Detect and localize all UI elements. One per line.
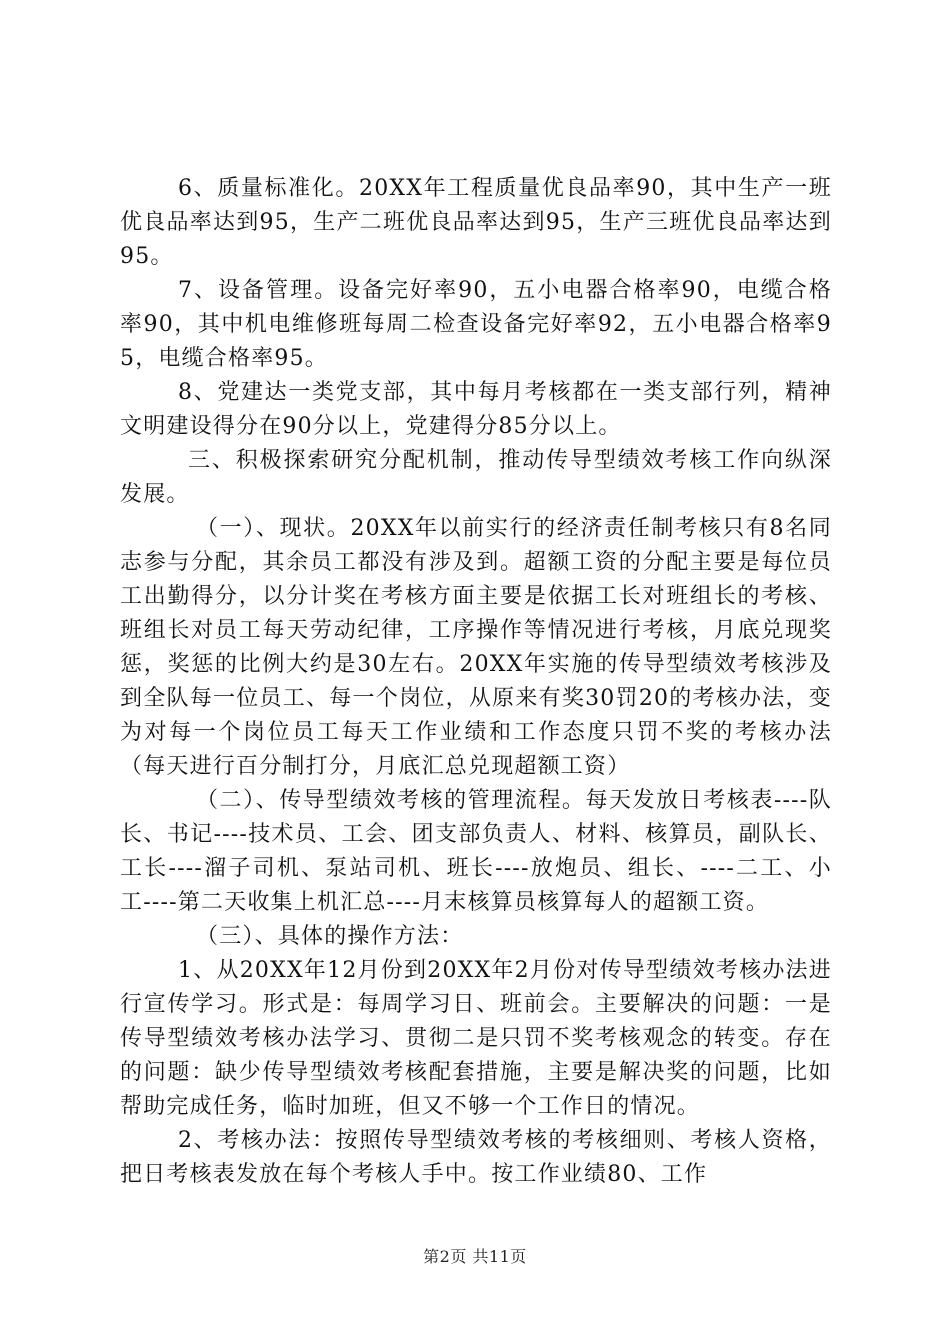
paragraph-management-process: （二）、传导型绩效考核的管理流程。每天发放日考核表----队长、书记----技术员、工会、团支部负责人、材料、核算员，副队长、工长----溜子司机、泵站司机、班长----放炮员、组长、----二工、小工----第二天收集上机汇总----月末核算员核算每人的超额工资。 bbox=[120, 788, 832, 915]
paragraph-publicity-study: 1、从20XX年12月份到20XX年2月份对传导型绩效考核办法进行宣传学习。形式是：每周学习日、班前会。主要解决的问题：一是传导型绩效考核办法学习、贯彻二是只罚不奖考核观念的转变。存在的问题：缺少传导型绩效考核配套措施，主要是解决奖的问题，比如帮助完成任务，临时加班，但又不够一个工作日的情况。 bbox=[120, 958, 832, 1119]
paragraph-operation-methods-heading: （三）、具体的操作方法： bbox=[196, 924, 464, 949]
paragraph-equipment-management: 7、设备管理。设备完好率90，五小电器合格率90，电缆合格率90，其中机电维修班每周二检查设备完好率92，五小电器合格率95，电缆合格率95。 bbox=[120, 278, 832, 371]
page-number-footer: 第2页 共11页 bbox=[423, 1247, 527, 1266]
paragraph-assessment-method: 2、考核办法：按照传导型绩效考核的考核细则、考核人资格，把日考核表发放在每个考核人手中。按工作业绩80、工作 bbox=[120, 1128, 832, 1187]
paragraph-current-status: （一）、现状。20XX年以前实行的经济责任制考核只有8名同志参与分配，其余员工都没有涉及到。超额工资的分配主要是每位员工出勤得分，以分计奖在考核方面主要是依据工长对班组长的考核、班组长对员工每天劳动纪律，工序操作等情况进行考核，月底兑现奖惩，奖惩的比例大约是30左右。20XX年实施的传导型绩效考核涉及到全队每一位员工、每一个岗位，从原来有奖30罚20的考核办法，变为对每一个岗位员工每天工作业绩和工作态度只罚不奖的考核办法（每天进行百分制打分，月底汇总兑现超额工资） bbox=[120, 516, 832, 779]
section-heading-three: 三、积极探索研究分配机制，推动传导型绩效考核工作向纵深发展。 bbox=[120, 448, 832, 507]
paragraph-party-building: 8、党建达一类党支部，其中每月考核都在一类支部行列，精神文明建设得分在90分以上，党建得分85分以上。 bbox=[120, 380, 832, 439]
document-body bbox=[120, 172, 832, 1192]
paragraph-quality-standard: 6、质量标准化。20XX年工程质量优良品率90，其中生产一班优良品率达到95，生产二班优良品率达到95，生产三班优良品率达到95。 bbox=[120, 176, 832, 269]
